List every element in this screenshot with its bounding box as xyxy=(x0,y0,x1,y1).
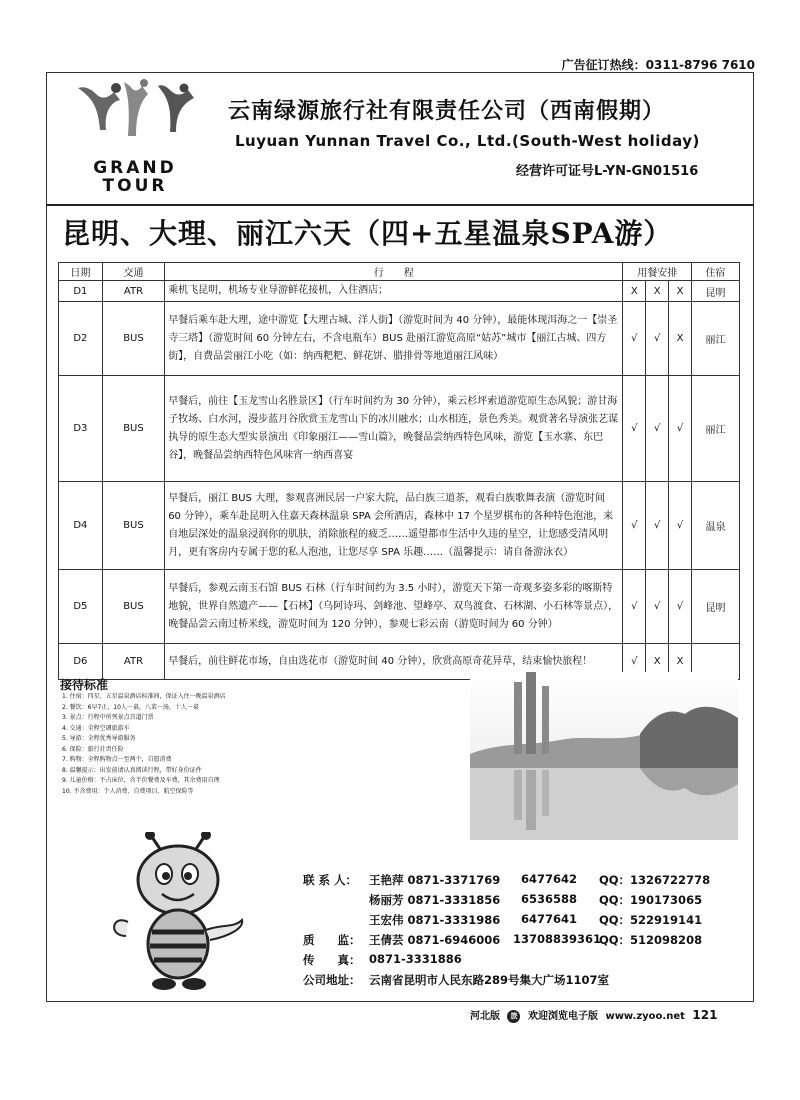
reception-standards-list xyxy=(62,692,492,797)
tour-title: 昆明、大理、丽江六天（四+五星温泉SPA游） xyxy=(62,217,673,250)
day-cell: D3 xyxy=(59,376,103,482)
table-row xyxy=(59,376,740,482)
meal-breakfast: √ xyxy=(623,302,646,376)
dancers-icon xyxy=(70,78,200,158)
contact-label: 联 系 人： xyxy=(303,873,358,887)
meal-lunch: X xyxy=(646,644,669,680)
transport-cell: BUS xyxy=(102,302,164,376)
meal-dinner: √ xyxy=(669,376,692,482)
day-cell: D1 xyxy=(59,281,103,302)
contact-name-phone: 王倩芸 0871-6946006 xyxy=(369,933,501,947)
footer-slogan: 欢迎浏览电子版 xyxy=(527,1011,598,1022)
page-footer xyxy=(470,1007,721,1023)
company-name-cn: 云南绿源旅行社有限责任公司（西南假期） xyxy=(228,99,666,124)
table-row xyxy=(59,281,740,302)
day-cell: D5 xyxy=(59,570,103,644)
logo-text-grand: GRAND xyxy=(93,158,177,178)
hotel-cell: 温泉 xyxy=(692,482,740,570)
itinerary-cell: 早餐后，前往鲜花市场，自由选花市（游览时间 40 分钟），欣赏高原奇花异草，结束愉快旅程！ xyxy=(165,644,623,680)
page-number: 121 xyxy=(692,1008,718,1022)
itinerary-cell: 早餐后，丽江 BUS 大理，参观喜洲民居一户家大院，品白族三道茶，观看白族歌舞表演（游览时间 60 分钟），乘车赴昆明入住嘉天森林温泉 SPA 会所酒店，森林中 17 个星罗棋布的各种特色泡池，来自地层深处的温泉浸润你的肌肤，消除旅程的疲乏……遥望都市生活中久违的星空，让您感受清风明月，更有客房内专属于您的私人泡池，让您尽享 SPA 乐趣……（温馨提示：请自备游泳衣） xyxy=(165,482,623,570)
contact-name-phone: 杨丽芳 0871-3331856 xyxy=(369,893,501,907)
transport-cell: ATR xyxy=(102,644,164,680)
hotel-cell: 丽江 xyxy=(692,376,740,482)
contact-phone2: 6477641 xyxy=(521,912,578,926)
meal-lunch: X xyxy=(646,281,669,302)
header-divider xyxy=(46,204,754,206)
meal-dinner: √ xyxy=(669,570,692,644)
contact-address: 云南省昆明市人民东路289号集大广场1107室 xyxy=(369,973,610,987)
contact-qq: QQ：522919141 xyxy=(599,913,703,927)
meal-dinner: X xyxy=(669,281,692,302)
itinerary-cell: 乘机飞昆明，机场专业导游鲜花接机，入住酒店； xyxy=(165,281,623,302)
meal-breakfast: √ xyxy=(623,570,646,644)
list-item: 6. 保险：旅行社责任险 xyxy=(62,745,124,753)
transport-cell: BUS xyxy=(102,376,164,482)
contact-label: 质 监： xyxy=(303,933,361,947)
header-date: 日期 xyxy=(59,263,103,281)
bee-mascot-icon xyxy=(110,832,250,997)
hotel-cell: 昆明 xyxy=(692,281,740,302)
license-number: 经营许可证号L-YN-GN01516 xyxy=(516,164,699,179)
header-hotel: 住宿 xyxy=(692,263,740,281)
hotel-cell: 丽江 xyxy=(692,302,740,376)
ad-hotline: 广告征订热线：0311-8796 7610 xyxy=(561,58,755,72)
contact-label: 公司地址： xyxy=(303,973,361,987)
meal-lunch: √ xyxy=(646,302,669,376)
meal-dinner: X xyxy=(669,644,692,680)
contact-qq: QQ：1326722778 xyxy=(599,873,711,887)
website-link[interactable]: www.zyoo.net xyxy=(605,1011,685,1022)
meal-breakfast: √ xyxy=(623,482,646,570)
itinerary-cell: 早餐后乘车赴大理，途中游览【大理古城、洋人街】（游览时间为 40 分钟），最能体现洱海之一【崇圣寺三塔】（游览时间 60 分钟左右，不含电瓶车）BUS 赴丽江游览高原“姑苏”城市【丽江古城、四方街】，自费品尝丽江小吃（如：纳西粑粑、鲜花饼、腊排骨等地道丽江风味） xyxy=(165,302,623,376)
transport-cell: BUS xyxy=(102,482,164,570)
list-item: 8. 温馨提示：出发前请认真阅读行程，带好身份证件 xyxy=(62,766,202,774)
list-item: 10. 不含费用：个人消费、自费项目、航空保险等 xyxy=(62,787,194,795)
list-item: 4. 交通：全程空调旅游车 xyxy=(62,724,130,732)
table-row xyxy=(59,302,740,376)
contact-phone2: 13708839361 xyxy=(513,932,602,946)
header-meals: 用餐安排 xyxy=(623,263,692,281)
hotel-cell: 昆明 xyxy=(692,570,740,644)
transport-cell: BUS xyxy=(102,570,164,644)
contact-name-phone: 王宏伟 0871-3331986 xyxy=(369,913,501,927)
reception-standards-title: 接待标准 xyxy=(60,678,109,692)
itinerary-cell: 早餐后，参观云南玉石馆 BUS 石林（行车时间约为 3.5 小时），游览天下第一奇观多姿多彩的喀斯特地貌，世界自然遗产——【石林】（乌阿诗玛、剑峰池、望峰亭、双鸟渡食、石林湖、小石林等景点），晚餐品尝云南过桥米线，游览时间为 120 分钟），参观七彩云南（游览时间为 60 分钟） xyxy=(165,570,623,644)
table-header-row xyxy=(59,263,740,281)
day-cell: D6 xyxy=(59,644,103,680)
grand-tour-logo xyxy=(70,78,200,196)
table-row xyxy=(59,570,740,644)
list-item: 7. 购物：全程购物点一至两个，自愿消费 xyxy=(62,756,172,763)
list-item: 5. 导游：全程优秀导游服务 xyxy=(62,735,136,742)
itinerary-table xyxy=(58,262,740,680)
meal-breakfast: √ xyxy=(623,376,646,482)
day-cell: D4 xyxy=(59,482,103,570)
itinerary-cell: 早餐后，前往【玉龙雪山名胜景区】（行车时间约为 30 分钟），乘云杉坪索道游览原生态风貌；游甘海子牧场、白水河，漫步蓝月谷欣赏玉龙雪山下的冰川融水；山水相连，景色秀美。观赏著名导演张艺谋执导的原生态大型实景演出《印象丽江——雪山篇》，晚餐品尝纳西特色风味，游览【玉水寨、东巴谷】，晚餐品尝纳西特色风味宵一纳西喜宴 xyxy=(165,376,623,482)
pagoda-lake-photo xyxy=(470,672,738,840)
list-item: 3. 景点：行程中所列景点首道门票 xyxy=(62,714,154,721)
meal-lunch: √ xyxy=(646,376,669,482)
meal-dinner: X xyxy=(669,302,692,376)
meal-lunch: √ xyxy=(646,570,669,644)
contact-name-phone: 0871-3331886 xyxy=(369,952,462,966)
contact-phone2: 6477642 xyxy=(521,872,578,886)
contact-name-phone: 王艳萍 0871-3371769 xyxy=(369,873,501,887)
day-cell: D2 xyxy=(59,302,103,376)
contact-qq: QQ：512098208 xyxy=(599,933,703,947)
contact-qq: QQ：190173065 xyxy=(599,893,703,907)
table-row xyxy=(59,482,740,570)
header-transport: 交通 xyxy=(102,263,164,281)
logo-text-tour: TOUR xyxy=(102,176,168,196)
travel-logo-icon: 旅 xyxy=(507,1010,520,1023)
meal-breakfast: X xyxy=(623,281,646,302)
contact-label: 传 真： xyxy=(303,953,361,967)
company-name-en: Luyuan Yunnan Travel Co., Ltd.(South-West holiday) xyxy=(235,132,700,150)
meal-lunch: √ xyxy=(646,482,669,570)
list-item: 2. 餐饮：6早7正，10人一桌，八菜一汤，十人一桌 xyxy=(62,703,199,711)
meal-breakfast: √ xyxy=(623,644,646,680)
contact-phone2: 6536588 xyxy=(521,892,578,906)
list-item: 9. 儿童价格：不占床位，含半价餐费及车费，其余费用自理 xyxy=(62,777,220,784)
transport-cell: ATR xyxy=(102,281,164,302)
meal-dinner: √ xyxy=(669,482,692,570)
header-itinerary: 行 程 xyxy=(165,263,623,281)
list-item: 1. 住宿：四星、五星温泉酒店标准间，保证入住一晚温泉酒店 xyxy=(62,693,226,700)
edition-label: 河北版 xyxy=(470,1011,500,1022)
